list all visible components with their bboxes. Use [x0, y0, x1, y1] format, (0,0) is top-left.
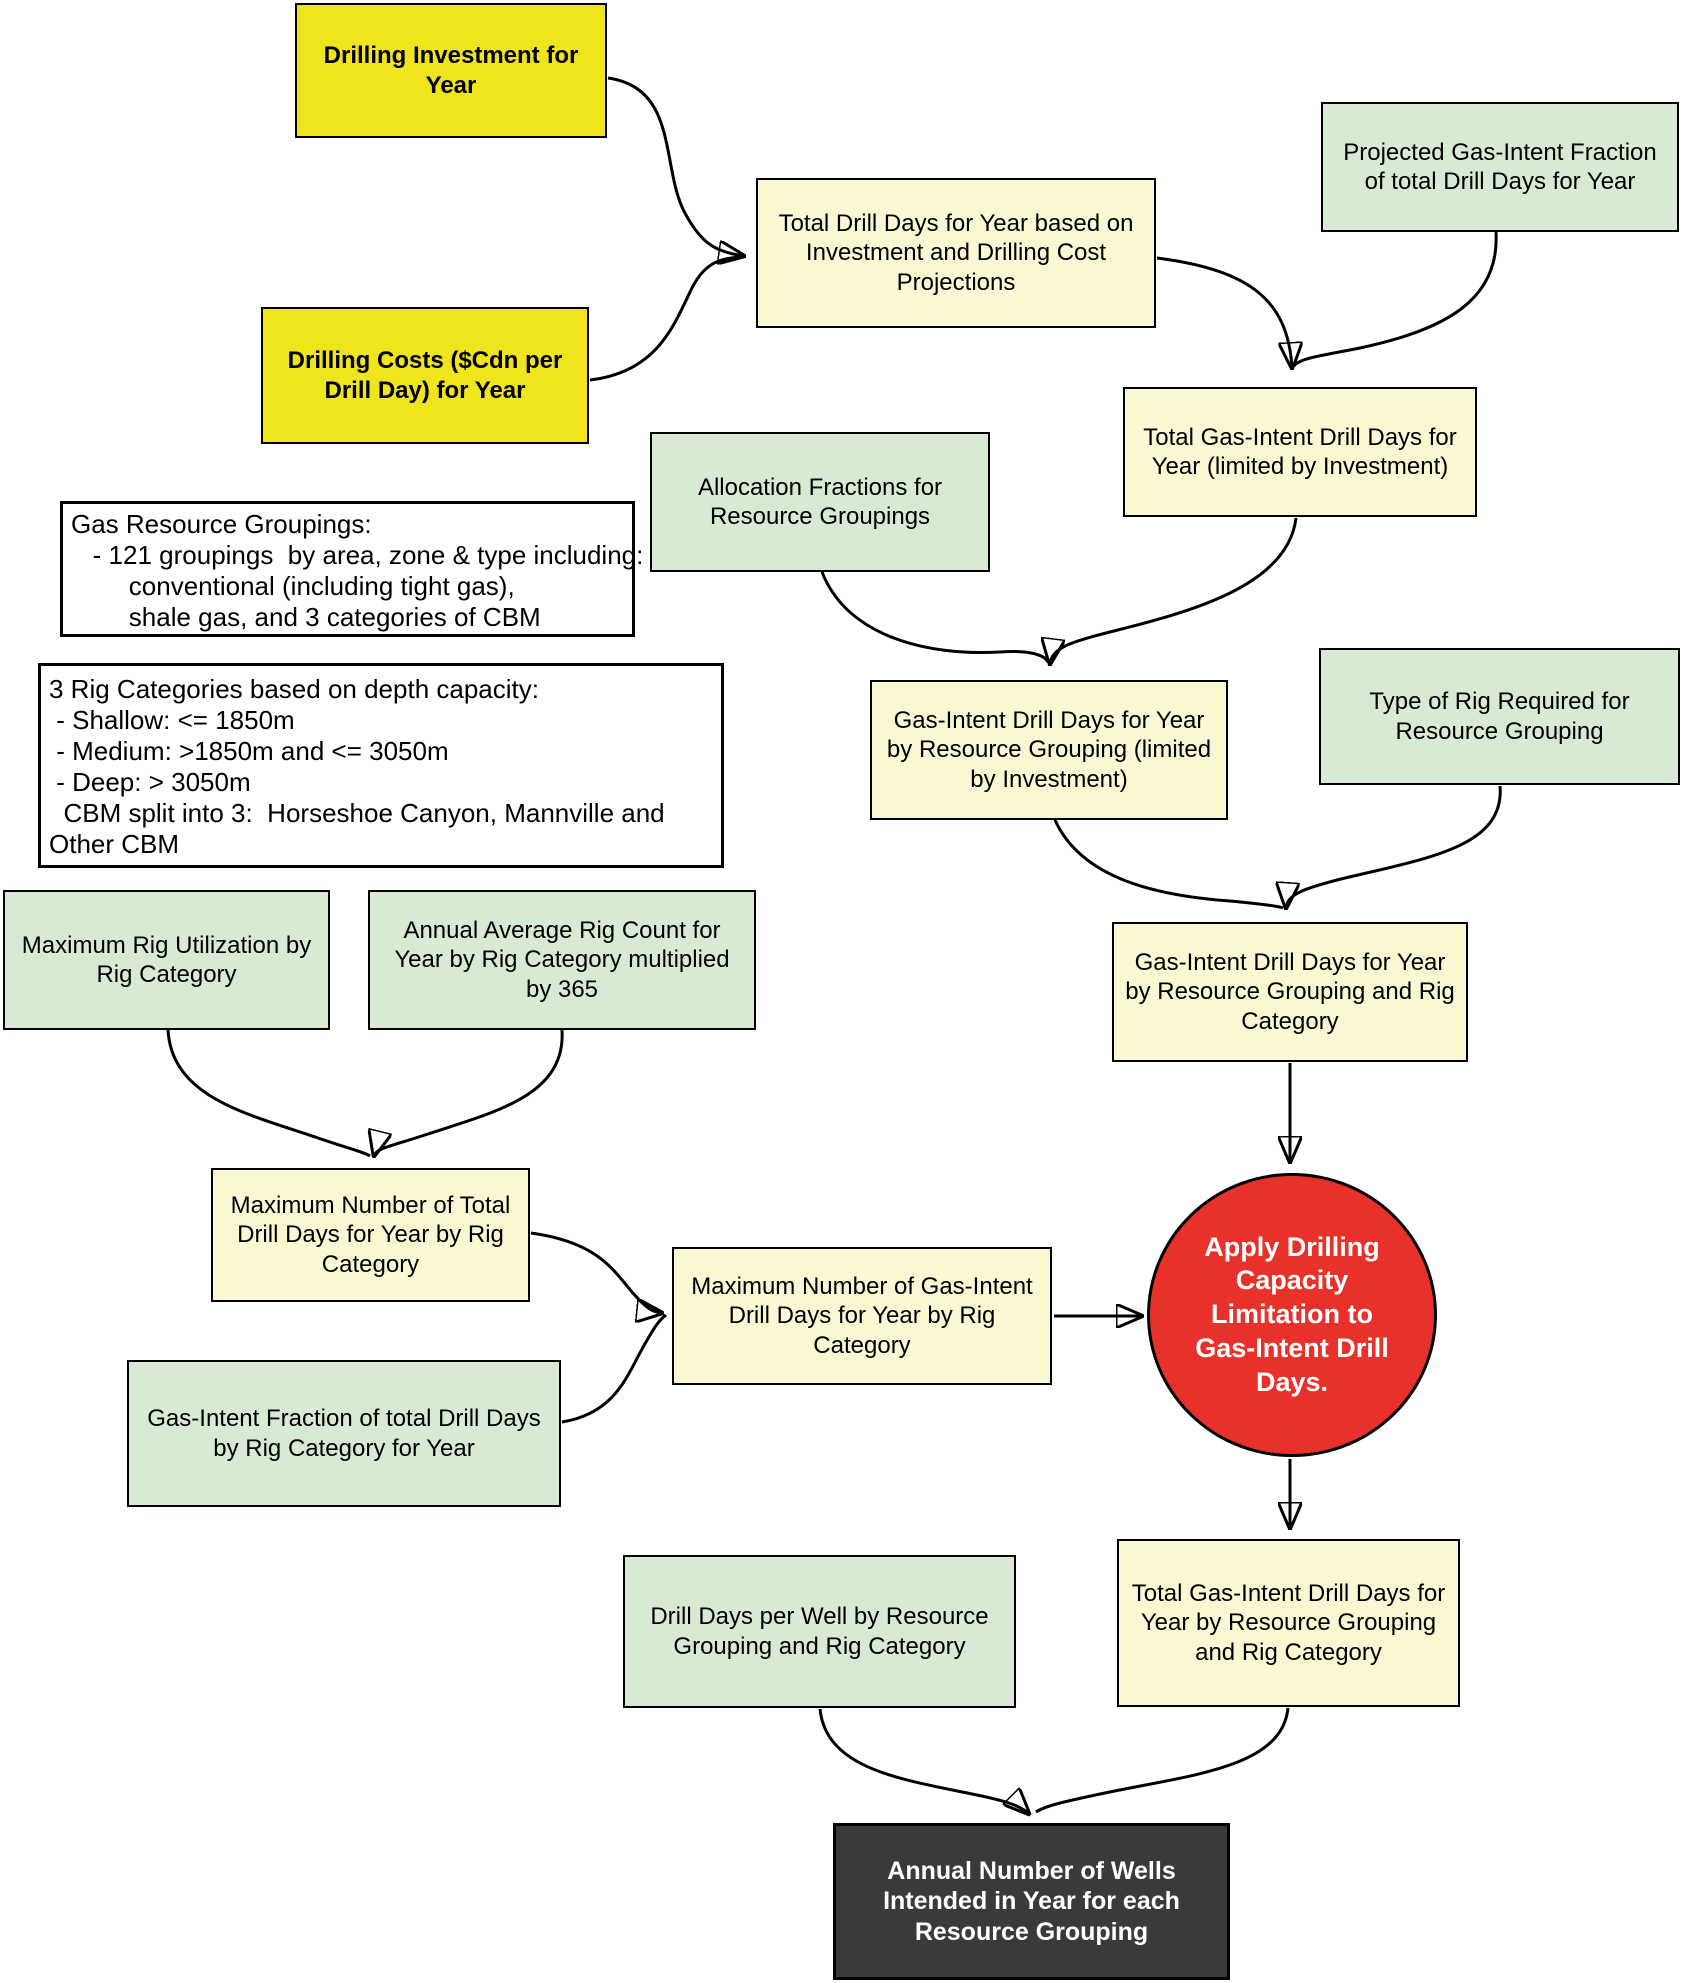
node-label: Annual Average Rig Count for Year by Rig Category multiplied by 365 [394, 917, 730, 1003]
note-line: - 121 groupings by area, zone & type including: [71, 540, 644, 570]
node-label: Maximum Number of Total Drill Days for Year by Rig Category [230, 1192, 511, 1278]
note-line: Other CBM [49, 829, 180, 859]
node-gas-intent-by-grouping-rig [1112, 922, 1468, 1062]
node-drilling-investment [295, 3, 607, 138]
arrow-total-drill-days-to-total-gas-intent [1157, 258, 1292, 368]
node-max-gas-intent-drill-days [672, 1247, 1052, 1385]
note-line: - Shallow: <= 1850m [49, 705, 295, 735]
node-label: Projected Gas-Intent Fraction of total Drill Days for Year [1343, 138, 1657, 195]
note-line: CBM split into 3: Horseshoe Canyon, Mannville and [49, 798, 665, 828]
note-rig-categories [38, 663, 724, 868]
note-line: conventional (including tight gas), [71, 571, 515, 601]
arrow-rig-count-to-max-total [374, 1030, 562, 1156]
node-label: Annual Number of Wells Intended in Year for each Resource Grouping [883, 1856, 1180, 1946]
arrow-drill-days-per-well-to-wells [820, 1709, 1029, 1814]
node-label: Gas-Intent Fraction of total Drill Days by Rig Category for Year [147, 1405, 541, 1462]
node-label: Type of Rig Required for Resource Grouping [1369, 688, 1630, 745]
node-label: Maximum Rig Utilization by Rig Category [21, 931, 312, 988]
node-total-gas-intent-by-grouping-rig [1117, 1539, 1460, 1707]
node-label: Allocation Fractions for Resource Groupings [697, 473, 943, 530]
node-projected-gas-intent-fraction [1321, 102, 1679, 232]
note-gas-resource-groupings [60, 501, 644, 637]
note-line: Gas Resource Groupings: [71, 509, 372, 539]
note-line: 3 Rig Categories based on depth capacity: [49, 674, 539, 704]
arrow-costs-to-total-drill-days [590, 257, 742, 380]
node-drilling-costs [261, 307, 589, 444]
node-label: Total Gas-Intent Drill Days for Year by Resource Grouping and Rig Category [1131, 1580, 1446, 1666]
node-label: Drill Days per Well by Resource Grouping and Rig Category [650, 1603, 989, 1660]
arrow-fraction-by-rig-to-max-gas-intent [562, 1315, 666, 1422]
node-label: Total Gas-Intent Drill Days for Year (limited by Investment) [1143, 423, 1457, 480]
node-gas-intent-fraction-by-rig [127, 1360, 561, 1507]
arrow-projected-fraction-to-total-gas-intent [1294, 232, 1496, 366]
arrow-total-gas-intent-to-grouping [1050, 518, 1296, 664]
note-line: - Medium: >1850m and <= 3050m [49, 736, 449, 766]
node-allocation-fractions [650, 432, 990, 572]
node-label: Maximum Number of Gas-Intent Drill Days for Year by Rig Category [691, 1273, 1033, 1359]
arrow-utilization-to-max-total [168, 1030, 370, 1156]
node-apply-capacity-limitation [1147, 1173, 1437, 1457]
node-label: Drilling Costs ($Cdn per Drill Day) for Year [287, 347, 563, 404]
node-max-total-drill-days [211, 1168, 530, 1302]
node-label: Gas-Intent Drill Days for Year by Resource Grouping and Rig Category [1125, 949, 1455, 1035]
node-total-gas-intent-drill-days [1123, 387, 1477, 517]
node-annual-wells-output [833, 1823, 1230, 1980]
node-gas-intent-by-grouping [870, 680, 1228, 820]
arrow-grouping-to-grouping-rig [1055, 820, 1283, 908]
node-max-rig-utilization [3, 890, 330, 1030]
node-annual-avg-rig-count [368, 890, 756, 1030]
arrow-allocation-to-grouping [822, 572, 1048, 662]
node-label: Drilling Investment for Year [323, 42, 579, 99]
node-total-drill-days [756, 178, 1156, 328]
node-label: Total Drill Days for Year based on Investment and Drilling Cost Projections [778, 210, 1134, 296]
note-line: shale gas, and 3 categories of CBM [71, 602, 541, 632]
note-line: - Deep: > 3050m [49, 767, 251, 797]
arrow-total-by-grouping-rig-to-wells [1036, 1708, 1288, 1812]
arrow-max-total-to-max-gas-intent [531, 1233, 662, 1313]
arrow-rig-type-to-grouping-rig [1286, 786, 1500, 908]
node-rig-type-required [1319, 648, 1680, 785]
node-label: Apply Drilling Capacity Limitation to Gas-Intent Drill Days. [1195, 1231, 1389, 1397]
arrow-investment-to-total-drill-days [608, 78, 744, 256]
node-drill-days-per-well [623, 1555, 1016, 1708]
node-label: Gas-Intent Drill Days for Year by Resource Grouping (limited by Investment) [886, 707, 1212, 793]
